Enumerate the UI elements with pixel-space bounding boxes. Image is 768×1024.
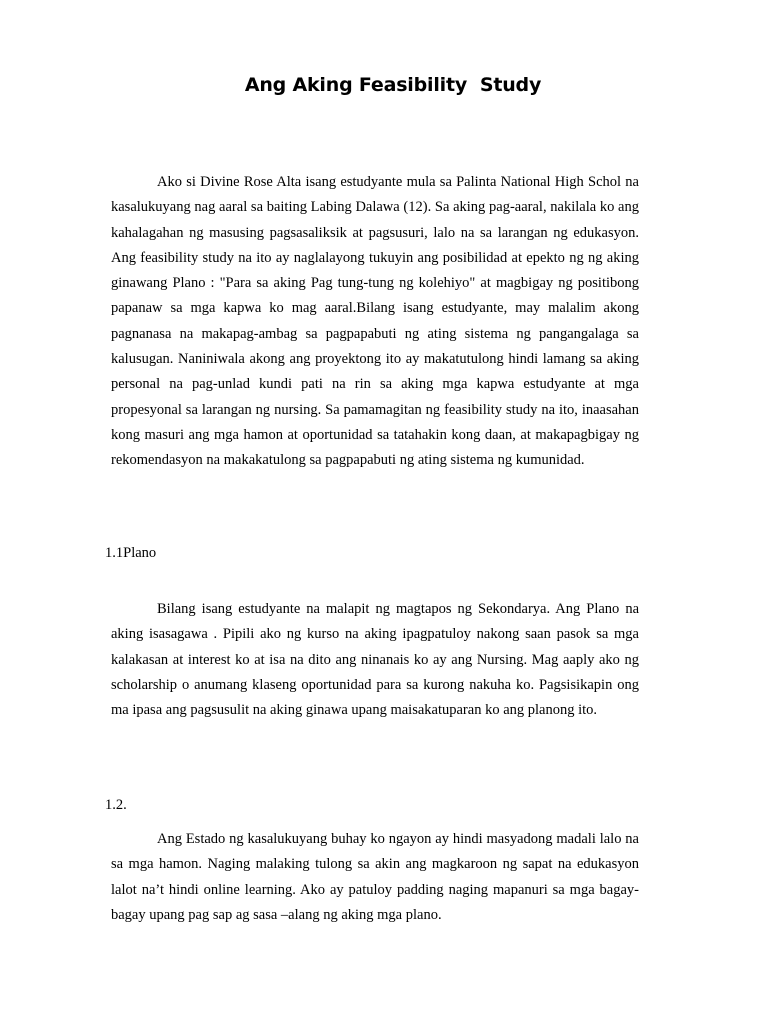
section-heading-plano: 1.1Plano	[105, 545, 157, 561]
estado-paragraph: Ang Estado ng kasalukuyang buhay ko ngayon ay hindi masyadong madali lalo na sa mga hamon. Naging malaking tulong sa akin ang magkaroon ng sapat na edukasyon lalot na’t hindi online learning. Ako ay patuloy padding naging mapanuri sa mga bagay-bagay upang pag sap ag sasa –alang ng aking mga plano.	[111, 831, 639, 923]
document-title: Ang Aking Feasibility Study	[244, 74, 542, 96]
section-heading-1-2: 1.2.	[105, 797, 127, 813]
intro-paragraph: Ako si Divine Rose Alta isang estudyante mula sa Palinta National High Schol na kasalukuyang nag aaral sa baiting Labing Dalawa (12). Sa aking pag-aaral, nakilala ko ang kahalagahan ng masusing pagsasaliksik at pagsusuri, lalo na sa larangan ng edukasyon. Ang feasibility study na ito ay naglalayong tukuyin ang posibilidad at epekto ng ng aking ginawang Plano : "Para sa aking Pag tung-tung ng kolehiyo" at magbigay ng positibong papanaw sa mga kapwa ko mag aaral.Bilang isang estudyante, may malalim akong pagnanasa na makapag-ambag sa pagpapabuti ng ating sistema ng pangangalaga sa kalusugan. Naniniwala akong ang proyektong ito ay makatutulong hindi lamang sa aking personal na pag-unlad kundi pati na rin sa aking mga kapwa estudyante at mga propesyonal sa larangan ng nursing. Sa pamamagitan ng feasibility study na ito, inaasahan kong masuri ang mga hamon at oportunidad sa tatahakin kong daan, at makapagbigay ng rekomendasyon na makakatulong sa pagpapabuti ng ating sistema ng kumunidad.	[111, 174, 639, 469]
plano-paragraph: Bilang isang estudyante na malapit ng magtapos ng Sekondarya. Ang Plano na aking isasagawa . Pipili ako ng kurso na aking ipagpatuloy nakong saan pasok sa mga kalakasan at interest ko at isa na dito ang ninanais ko ay ang Nursing. Mag aaply ako ng scholarship o anumang klaseng oportunidad para sa kurong nakuha ko. Pagsisikapin ong ma ipasa ang pagsusulit na aking ginawa upang maisakatuparan ko ang planong ito.	[111, 601, 639, 719]
